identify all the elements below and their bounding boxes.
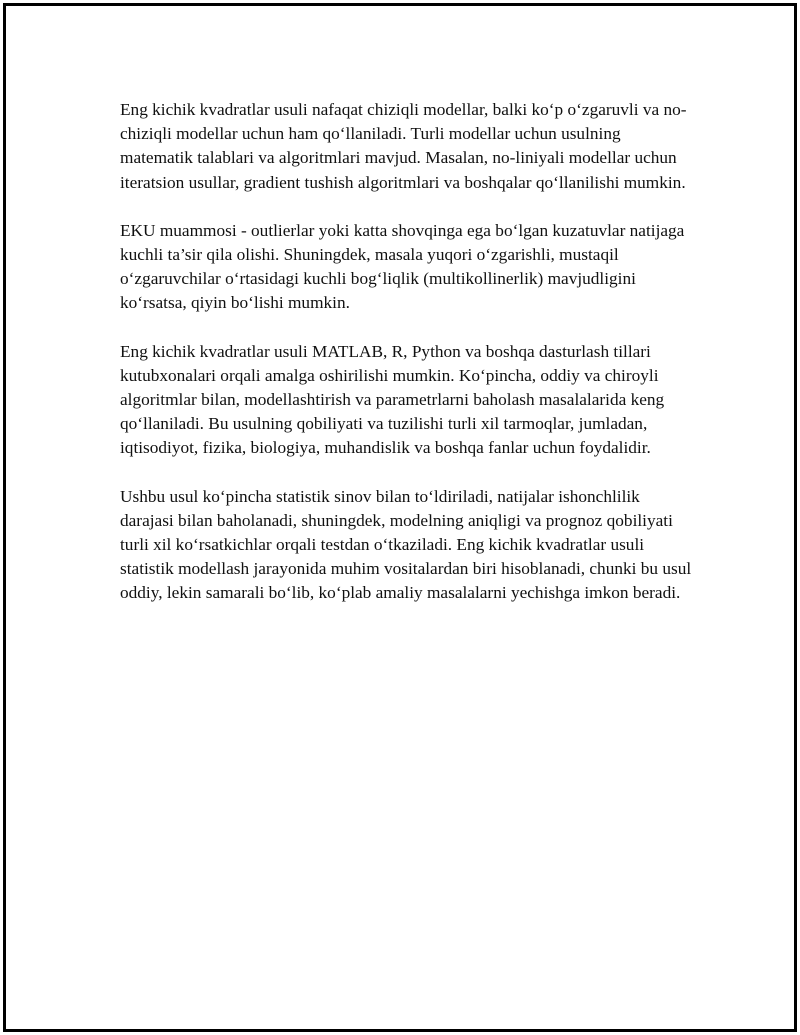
page-frame [3,3,797,1032]
paragraph-1: Eng kichik kvadratlar usuli nafaqat chiziqli modellar, balki ko‘p o‘zgaruvli va no-chiziqli modellar uchun ham qo‘llaniladi. Turli modellar uchun usulning matematik talablari va algoritmlari mavjud. Masalan, no-liniyali modellar uchun iteratsion usullar, gradient tushish algoritmlari va boshqalar qo‘llanilishi mumkin. [120,100,687,192]
paragraph-2: EKU muammosi - outlierlar yoki katta shovqinga ega bo‘lgan kuzatuvlar natijaga kuchli ta’sir qila olishi. Shuningdek, masala yuqori o‘zgarishli, mustaqil o‘zgaruvchilar o‘rtasidagi kuchli bog‘liqlik (multikollinerlik) mavjudligini ko‘rsatsa, qiyin bo‘lishi mumkin. [120,220,685,313]
paragraph-3: Eng kichik kvadratlar usuli MATLAB, R, Python va boshqa dasturlash tillari kutubxonalari orqali amalga oshirilishi mumkin. Ko‘pincha, oddiy va chiroyli algoritmlar bilan, modellashtirish va parametrlarni baholash masalalarida keng qo‘llaniladi. Bu usulning qobiliyati va tuzilishi turli xil tarmoqlar, jumladan, iqtisodiyot, fizika, biologiya, muhandislik va boshqa fanlar uchun foydalidir. [120,341,665,458]
document-body [120,98,695,630]
paragraph-4: Ushbu usul ko‘pincha statistik sinov bilan to‘ldiriladi, natijalar ishonchlilik darajasi bilan baholanadi, shuningdek, modelning aniqligi va prognoz qobiliyati turli xil ko‘rsatkichlar orqali testdan o‘tkaziladi. Eng kichik kvadratlar usuli statistik modellash jarayonida muhim vositalardan biri hisoblanadi, chunki bu usul oddiy, lekin samarali bo‘lib, ko‘plab amaliy masalalarni yechishga imkon beradi. [120,486,692,603]
